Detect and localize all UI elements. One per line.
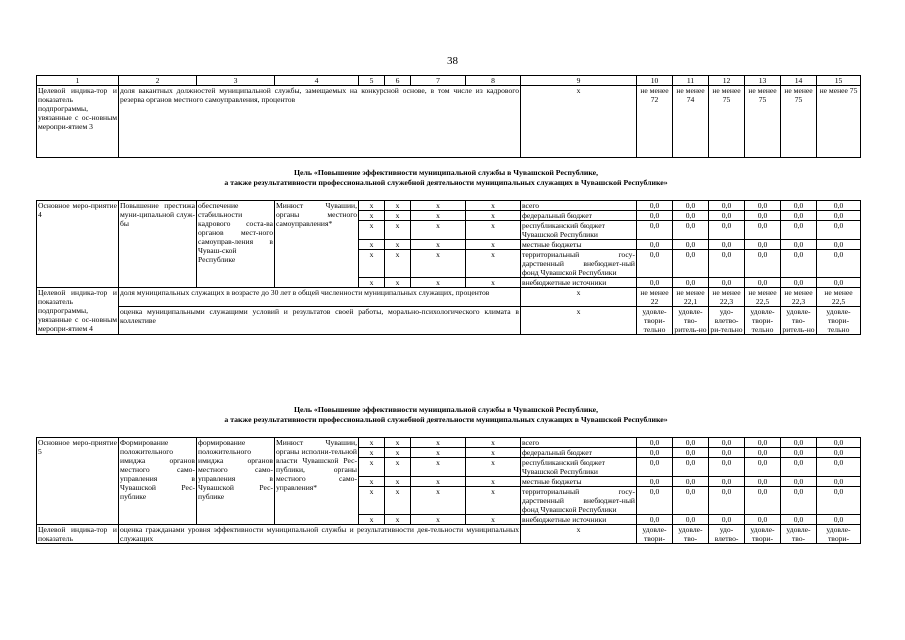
- goal-line: Цель «Повышение эффективности муниципальной службы в Чувашской Республике,: [293, 405, 599, 414]
- funding-value: 0,0: [745, 515, 781, 525]
- funding-value: 0,0: [817, 250, 861, 278]
- funding-value: 0,0: [673, 515, 709, 525]
- indicator-row: [37, 307, 861, 335]
- indicator-value: не менее 22,1: [673, 288, 709, 307]
- indicator-value: не менее 75: [745, 86, 781, 158]
- indicator-row: [37, 525, 861, 544]
- x-mark: х: [359, 448, 385, 458]
- x-mark: х: [385, 211, 411, 221]
- funding-value: 0,0: [673, 240, 709, 250]
- x-mark: х: [385, 458, 411, 477]
- funding-value: 0,0: [709, 458, 745, 477]
- x-mark: х: [521, 525, 637, 544]
- funding-value: 0,0: [637, 211, 673, 221]
- header-cell: 3: [197, 76, 275, 86]
- funding-value: 0,0: [637, 458, 673, 477]
- goal-line: а также результативности профессиональной служебной деятельности муниципальных служащих в Чувашской Республике»: [224, 415, 668, 424]
- funding-value: 0,0: [781, 515, 817, 525]
- funding-value: 0,0: [817, 438, 861, 448]
- x-mark: х: [411, 448, 466, 458]
- funding-value: 0,0: [781, 221, 817, 240]
- x-mark: х: [359, 221, 385, 240]
- funding-value: 0,0: [709, 487, 745, 515]
- funding-row: [37, 438, 861, 448]
- funding-source: федеральный бюджет: [521, 211, 637, 221]
- funding-value: 0,0: [745, 448, 781, 458]
- x-mark: х: [359, 515, 385, 525]
- x-mark: х: [359, 487, 385, 515]
- header-cell: 4: [275, 76, 359, 86]
- indicator-label: Целевой индика-тор и показатель подпрограммы, увязанные с ос-новным меропри-ятием 3: [37, 86, 119, 158]
- x-mark: х: [359, 438, 385, 448]
- x-mark: х: [411, 250, 466, 278]
- indicator-value: не менее 75: [781, 86, 817, 158]
- x-mark: х: [385, 221, 411, 240]
- goal-heading: [36, 168, 856, 188]
- funding-value: 0,0: [745, 250, 781, 278]
- funding-value: 0,0: [673, 458, 709, 477]
- x-mark: х: [359, 201, 385, 211]
- funding-value: 0,0: [637, 515, 673, 525]
- x-mark: х: [359, 458, 385, 477]
- funding-source: внебюджетные источники: [521, 278, 637, 288]
- x-mark: х: [521, 307, 637, 335]
- measure-executor: Минюст Чувашии, органы исполни-тельной власти Чувашской Рес-публики, органы местного само-управления*: [275, 438, 359, 525]
- funding-source: всего: [521, 201, 637, 211]
- funding-value: 0,0: [709, 477, 745, 487]
- x-mark: х: [521, 288, 637, 307]
- header-cell: 1: [37, 76, 119, 86]
- indicator-value: удовле-твори-: [637, 525, 673, 544]
- x-mark: х: [411, 515, 466, 525]
- header-cell: 11: [673, 76, 709, 86]
- indicator-value: не менее 22,5: [817, 288, 861, 307]
- header-cell: 5: [359, 76, 385, 86]
- indicator-value: удовле-тво-ритель-но: [674, 307, 707, 334]
- funding-value: 0,0: [745, 240, 781, 250]
- funding-value: 0,0: [637, 448, 673, 458]
- funding-value: 0,0: [745, 487, 781, 515]
- header-cell: 8: [466, 76, 521, 86]
- funding-value: 0,0: [817, 211, 861, 221]
- header-cell: 15: [817, 76, 861, 86]
- indicator-row: [37, 86, 861, 158]
- indicator-value: удовле-твори-: [745, 525, 781, 544]
- x-mark: х: [385, 448, 411, 458]
- goal-line: Цель «Повышение эффективности муниципальной службы в Чувашской Республике,: [293, 168, 599, 177]
- funding-value: 0,0: [745, 438, 781, 448]
- funding-value: 0,0: [673, 477, 709, 487]
- header-cell: 13: [745, 76, 781, 86]
- funding-source: федеральный бюджет: [521, 448, 637, 458]
- funding-value: 0,0: [781, 458, 817, 477]
- funding-value: 0,0: [781, 448, 817, 458]
- indicator-value: удовле-тво-: [673, 525, 709, 544]
- funding-value: 0,0: [709, 438, 745, 448]
- indicator-value: не менее 22,3: [781, 288, 817, 307]
- measure-name: Формирование положительного имиджа органов местного само-управления в Чувашской Рес-публике: [119, 438, 197, 525]
- funding-value: 0,0: [673, 487, 709, 515]
- funding-source: местные бюджеты: [521, 477, 637, 487]
- funding-value: 0,0: [745, 458, 781, 477]
- funding-value: 0,0: [637, 477, 673, 487]
- x-mark: х: [359, 211, 385, 221]
- funding-value: 0,0: [745, 211, 781, 221]
- indicator-value: не менее 72: [637, 86, 673, 158]
- funding-value: 0,0: [673, 448, 709, 458]
- x-mark: х: [466, 250, 521, 278]
- funding-value: 0,0: [709, 278, 745, 288]
- measure-name: Повышение престижа муни-ципальной служ-бы: [119, 201, 197, 288]
- header-cell: 9: [521, 76, 637, 86]
- measure-label: Основное меро-приятие 5: [37, 438, 119, 525]
- x-mark: х: [466, 487, 521, 515]
- header-cell: 2: [119, 76, 197, 86]
- x-mark: х: [411, 278, 466, 288]
- funding-value: 0,0: [817, 487, 861, 515]
- funding-value: 0,0: [673, 278, 709, 288]
- funding-value: 0,0: [673, 201, 709, 211]
- funding-value: 0,0: [817, 448, 861, 458]
- measure-5-table: [36, 437, 861, 544]
- indicator-value: удовле-твори-тельно: [817, 307, 861, 335]
- indicator-label: Целевой индика-тор и показатель: [38, 525, 117, 543]
- funding-source: территориальный госу-дарственный внебюджет-ный фонд Чувашской Республики: [522, 250, 635, 277]
- indicator-value: не менее 22,3: [709, 288, 745, 307]
- indicator-value: не менее 75: [709, 86, 745, 158]
- funding-value: 0,0: [673, 211, 709, 221]
- x-mark: х: [385, 250, 411, 278]
- x-mark: х: [411, 458, 466, 477]
- funding-source: территориальный госу-дарственный внебюджет-ный фонд Чувашской Республики: [522, 487, 635, 514]
- funding-value: 0,0: [745, 278, 781, 288]
- funding-value: 0,0: [781, 477, 817, 487]
- header-cell: 14: [781, 76, 817, 86]
- x-mark: х: [466, 515, 521, 525]
- x-mark: х: [411, 438, 466, 448]
- indicator-value: удовле-тво-ритель-но: [782, 307, 815, 334]
- x-mark: х: [466, 211, 521, 221]
- x-mark: х: [411, 477, 466, 487]
- x-mark: х: [359, 477, 385, 487]
- funding-value: 0,0: [637, 201, 673, 211]
- indicator-value: удовле-твори-: [817, 525, 861, 544]
- x-mark: х: [411, 221, 466, 240]
- x-mark: х: [521, 86, 637, 158]
- x-mark: х: [359, 250, 385, 278]
- funding-row: [37, 201, 861, 211]
- x-mark: х: [411, 201, 466, 211]
- funding-value: 0,0: [637, 221, 673, 240]
- x-mark: х: [385, 240, 411, 250]
- funding-source: всего: [521, 438, 637, 448]
- funding-value: 0,0: [709, 221, 745, 240]
- header-cell: 12: [709, 76, 745, 86]
- x-mark: х: [411, 211, 466, 221]
- indicator-row: [37, 288, 861, 307]
- funding-source: внебюджетные источники: [521, 515, 637, 525]
- header-cell: 7: [411, 76, 466, 86]
- funding-value: 0,0: [673, 221, 709, 240]
- indicator-value: удовле-твори-тельно: [637, 307, 673, 335]
- funding-value: 0,0: [637, 487, 673, 515]
- indicator-text: оценка муниципальными служащими условий и результатов своей работы, морально-психологического климата в коллективе: [119, 307, 521, 335]
- funding-source: местные бюджеты: [521, 240, 637, 250]
- measure-task: обеспечение стабильности кадрового соста-ва органов мест-ного самоуправ-ления в Чуваш-ской Республике: [197, 201, 275, 288]
- goal-heading: [36, 405, 856, 425]
- indicator-value: удо-влетво-: [709, 525, 745, 544]
- measure-4-table: [36, 200, 861, 335]
- x-mark: х: [385, 438, 411, 448]
- x-mark: х: [466, 278, 521, 288]
- funding-value: 0,0: [637, 438, 673, 448]
- x-mark: х: [466, 240, 521, 250]
- x-mark: х: [385, 515, 411, 525]
- x-mark: х: [466, 477, 521, 487]
- funding-value: 0,0: [637, 250, 673, 278]
- indicator-label: Целевой индика-тор и показатель подпрограммы, увязанные с ос-новным меропри-ятием 4: [38, 288, 117, 333]
- x-mark: х: [385, 201, 411, 211]
- x-mark: х: [466, 448, 521, 458]
- indicator-text: оценка гражданами уровня эффективности муниципальной службы и результативности дея-тельности муниципальных служащих: [120, 525, 519, 543]
- funding-value: 0,0: [781, 201, 817, 211]
- funding-value: 0,0: [781, 240, 817, 250]
- funding-value: 0,0: [817, 458, 861, 477]
- funding-value: 0,0: [673, 250, 709, 278]
- funding-value: 0,0: [709, 515, 745, 525]
- x-mark: х: [359, 240, 385, 250]
- x-mark: х: [385, 487, 411, 515]
- header-number-row: [37, 76, 861, 86]
- x-mark: х: [466, 438, 521, 448]
- funding-value: 0,0: [637, 240, 673, 250]
- indicator-value: не менее 22,5: [745, 288, 781, 307]
- funding-value: 0,0: [817, 278, 861, 288]
- x-mark: х: [411, 240, 466, 250]
- funding-value: 0,0: [709, 211, 745, 221]
- indicator-text: доля вакантных должностей муниципальной службы, замещаемых на конкурсной основе, в том числе из кадрового резерва органов местного самоуправления, процентов: [119, 86, 521, 158]
- funding-value: 0,0: [817, 221, 861, 240]
- indicator-value: удо-влетво-ри-тельно: [710, 307, 743, 334]
- funding-value: 0,0: [637, 278, 673, 288]
- measure-label: Основное меро-приятие 4: [37, 201, 119, 288]
- indicator-value: не менее 75: [817, 86, 861, 158]
- measure-task: формирование положительного имиджа органов местного само-управления в Чувашской Рес-публике: [197, 438, 275, 525]
- funding-source: республиканский бюджет Чувашской Республики: [521, 221, 637, 240]
- funding-value: 0,0: [673, 438, 709, 448]
- indicator-value: удовле-тво-: [781, 525, 817, 544]
- funding-value: 0,0: [817, 201, 861, 211]
- top-table: [36, 75, 861, 158]
- funding-source: республиканский бюджет Чувашской Республики: [521, 458, 637, 477]
- funding-value: 0,0: [817, 515, 861, 525]
- funding-value: 0,0: [745, 201, 781, 211]
- x-mark: х: [466, 221, 521, 240]
- indicator-value: удовле-твори-тельно: [745, 307, 781, 335]
- funding-value: 0,0: [817, 477, 861, 487]
- x-mark: х: [385, 477, 411, 487]
- funding-value: 0,0: [709, 250, 745, 278]
- funding-value: 0,0: [709, 201, 745, 211]
- header-cell: 6: [385, 76, 411, 86]
- header-cell: 10: [637, 76, 673, 86]
- indicator-value: не менее 22: [637, 288, 673, 307]
- x-mark: х: [411, 487, 466, 515]
- x-mark: х: [385, 278, 411, 288]
- funding-value: 0,0: [745, 221, 781, 240]
- funding-value: 0,0: [781, 278, 817, 288]
- funding-value: 0,0: [781, 438, 817, 448]
- funding-value: 0,0: [709, 240, 745, 250]
- measure-executor: Минюст Чувашии, органы местного самоуправления*: [275, 201, 359, 288]
- x-mark: х: [466, 201, 521, 211]
- page-number: 38: [447, 55, 458, 67]
- funding-value: 0,0: [781, 487, 817, 515]
- x-mark: х: [359, 278, 385, 288]
- funding-value: 0,0: [817, 240, 861, 250]
- x-mark: х: [466, 458, 521, 477]
- goal-line: а также результативности профессиональной служебной деятельности муниципальных служащих в Чувашской Республике»: [224, 178, 668, 187]
- funding-value: 0,0: [781, 211, 817, 221]
- indicator-value: не менее 74: [673, 86, 709, 158]
- funding-value: 0,0: [781, 250, 817, 278]
- funding-value: 0,0: [745, 477, 781, 487]
- funding-value: 0,0: [709, 448, 745, 458]
- indicator-text: доля муниципальных служащих в возрасте до 30 лет в общей численности муниципальных служащих, процентов: [119, 288, 521, 307]
